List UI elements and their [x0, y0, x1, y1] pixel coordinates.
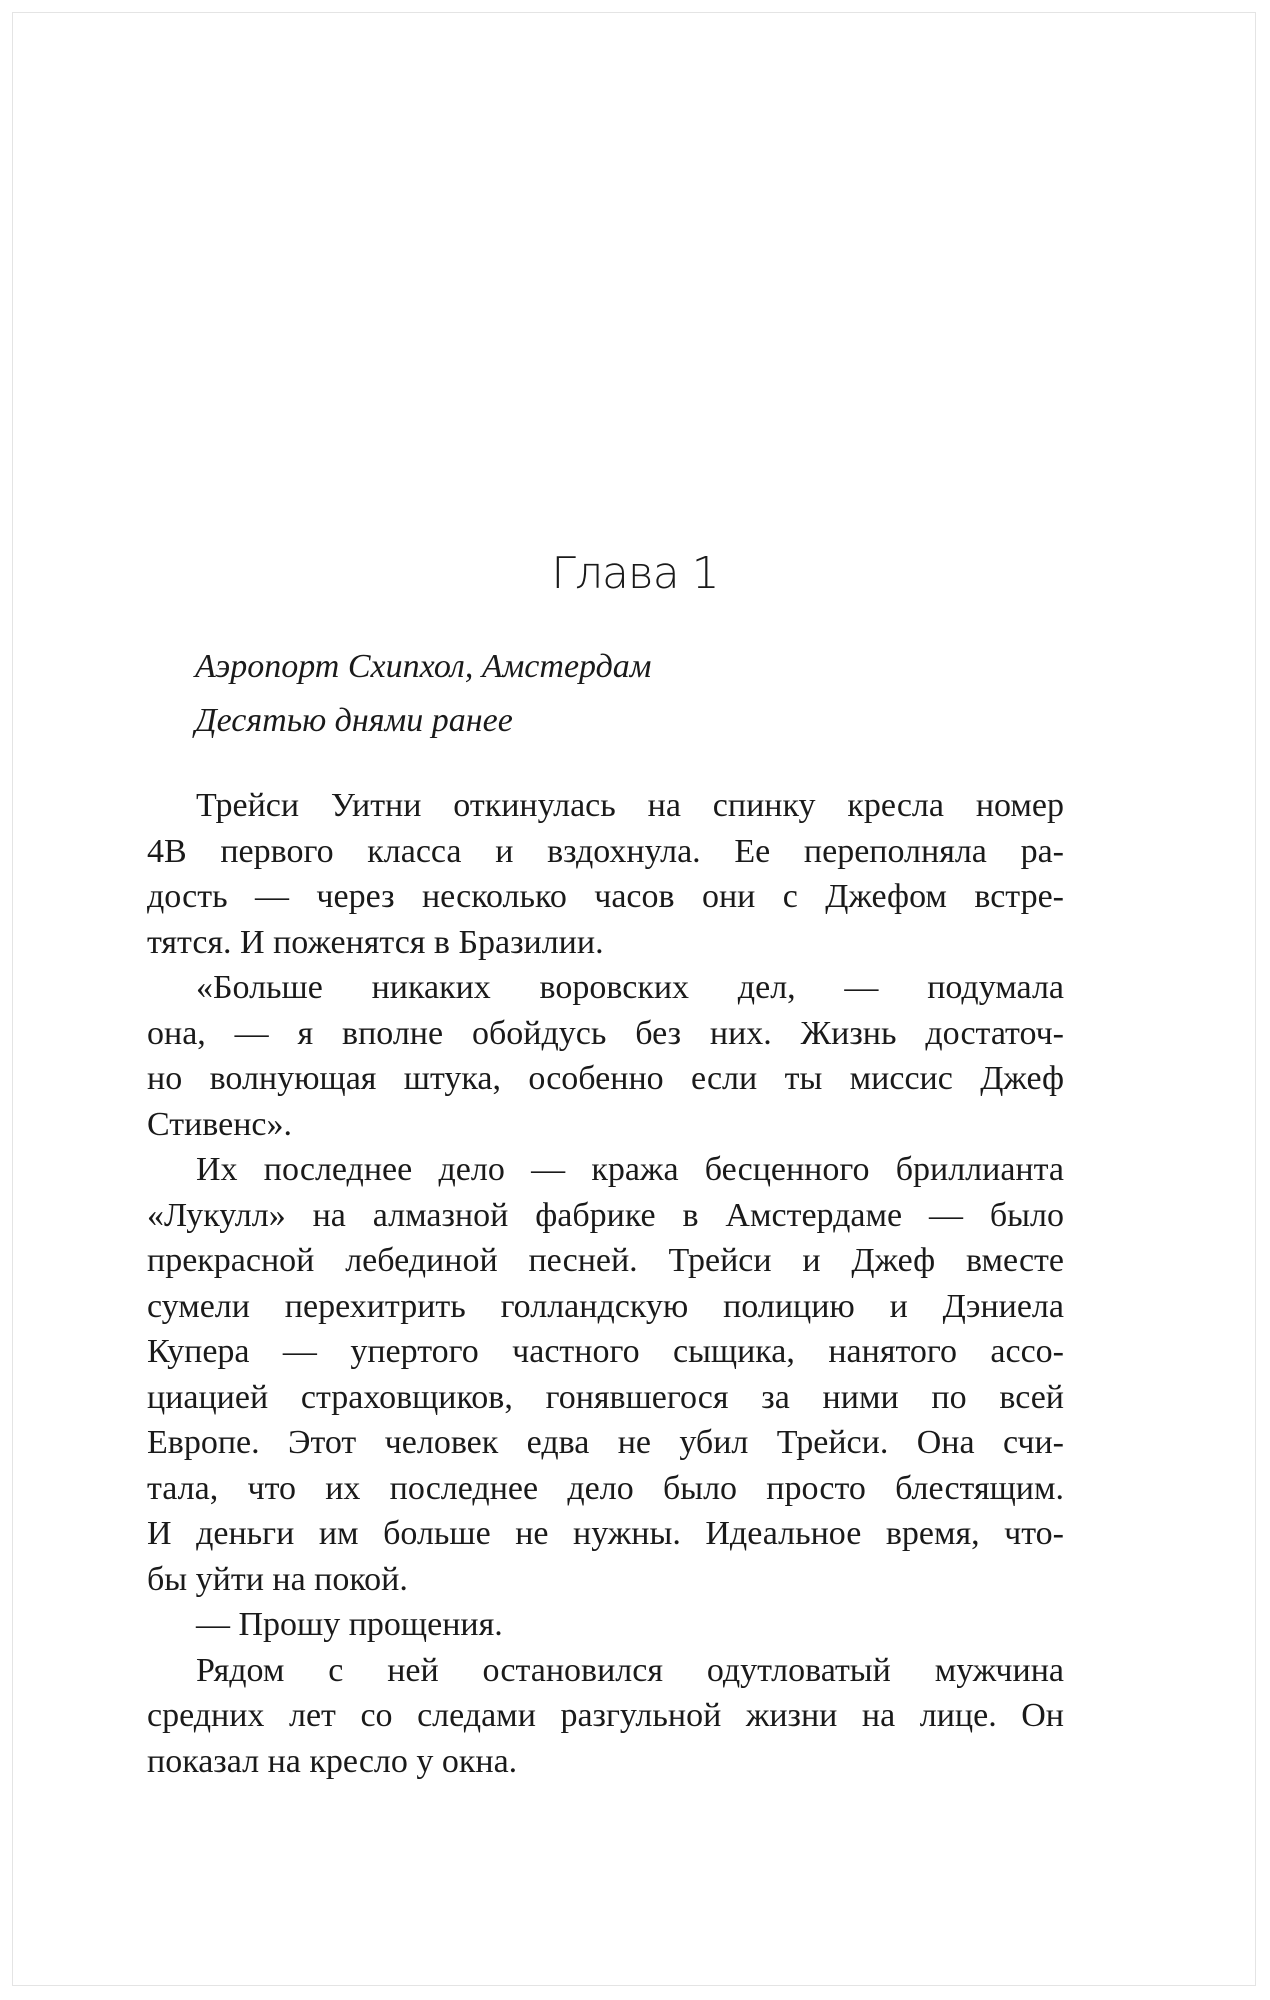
text-line: тала, что их последнее дело было просто блестящим. [147, 1469, 1064, 1507]
text-line: но волнующая штука, особенно если ты миссис Джеф [147, 1060, 1064, 1097]
text-line: показал на кресло у окна. [147, 1742, 518, 1780]
text-line: Рядом с ней остановился одутловатый мужчина [196, 1651, 1064, 1689]
text-line: «Лукулл» на алмазной фабрике в Амстердаме — было [147, 1196, 1064, 1234]
text-line: Купера — упертого частного сыщика, нанятого ассо- [147, 1333, 1064, 1370]
text-line: И деньги им больше не нужны. Идеальное время, что- [147, 1515, 1064, 1552]
text-line: сумели перехитрить голландскую полицию и Дэниела [147, 1287, 1064, 1325]
text-line: Трейси Уитни откинулась на спинку кресла номер [196, 787, 1064, 824]
text-line: циацией страховщиков, гонявшегося за ними по всей [147, 1378, 1064, 1416]
epigraph-time: Десятью днями ранее [195, 702, 513, 739]
text-line: тятся. И поженятся в Бразилии. [147, 923, 604, 961]
text-line: 4В первого класса и вздохнула. Ее переполняла ра- [147, 832, 1064, 870]
text-line: Их последнее дело — кража бесценного бриллианта [196, 1151, 1064, 1188]
text-line: она, — я вполне обойдусь без них. Жизнь достаточ- [147, 1014, 1064, 1052]
chapter-title: Глава 1 [551, 548, 719, 599]
text-line: дость — через несколько часов они с Джефом встре- [147, 878, 1064, 915]
text-line: бы уйти на покой. [147, 1560, 408, 1598]
text-line: прекрасной лебединой песней. Трейси и Джеф вместе [147, 1242, 1064, 1279]
body-text [147, 783, 1064, 1784]
chapter-epigraph [195, 640, 1095, 748]
text-line: Стивенс». [147, 1105, 293, 1143]
text-line: «Больше никаких воровских дел, — подумала [196, 969, 1064, 1006]
text-line: Европе. Этот человек едва не убил Трейси. Она счи- [147, 1424, 1064, 1461]
text-line: средних лет со следами разгульной жизни на лице. Он [147, 1697, 1064, 1734]
text-line: — Прошу прощения. [196, 1606, 503, 1643]
epigraph-location: Аэропорт Схипхол, Амстердам [195, 648, 652, 685]
